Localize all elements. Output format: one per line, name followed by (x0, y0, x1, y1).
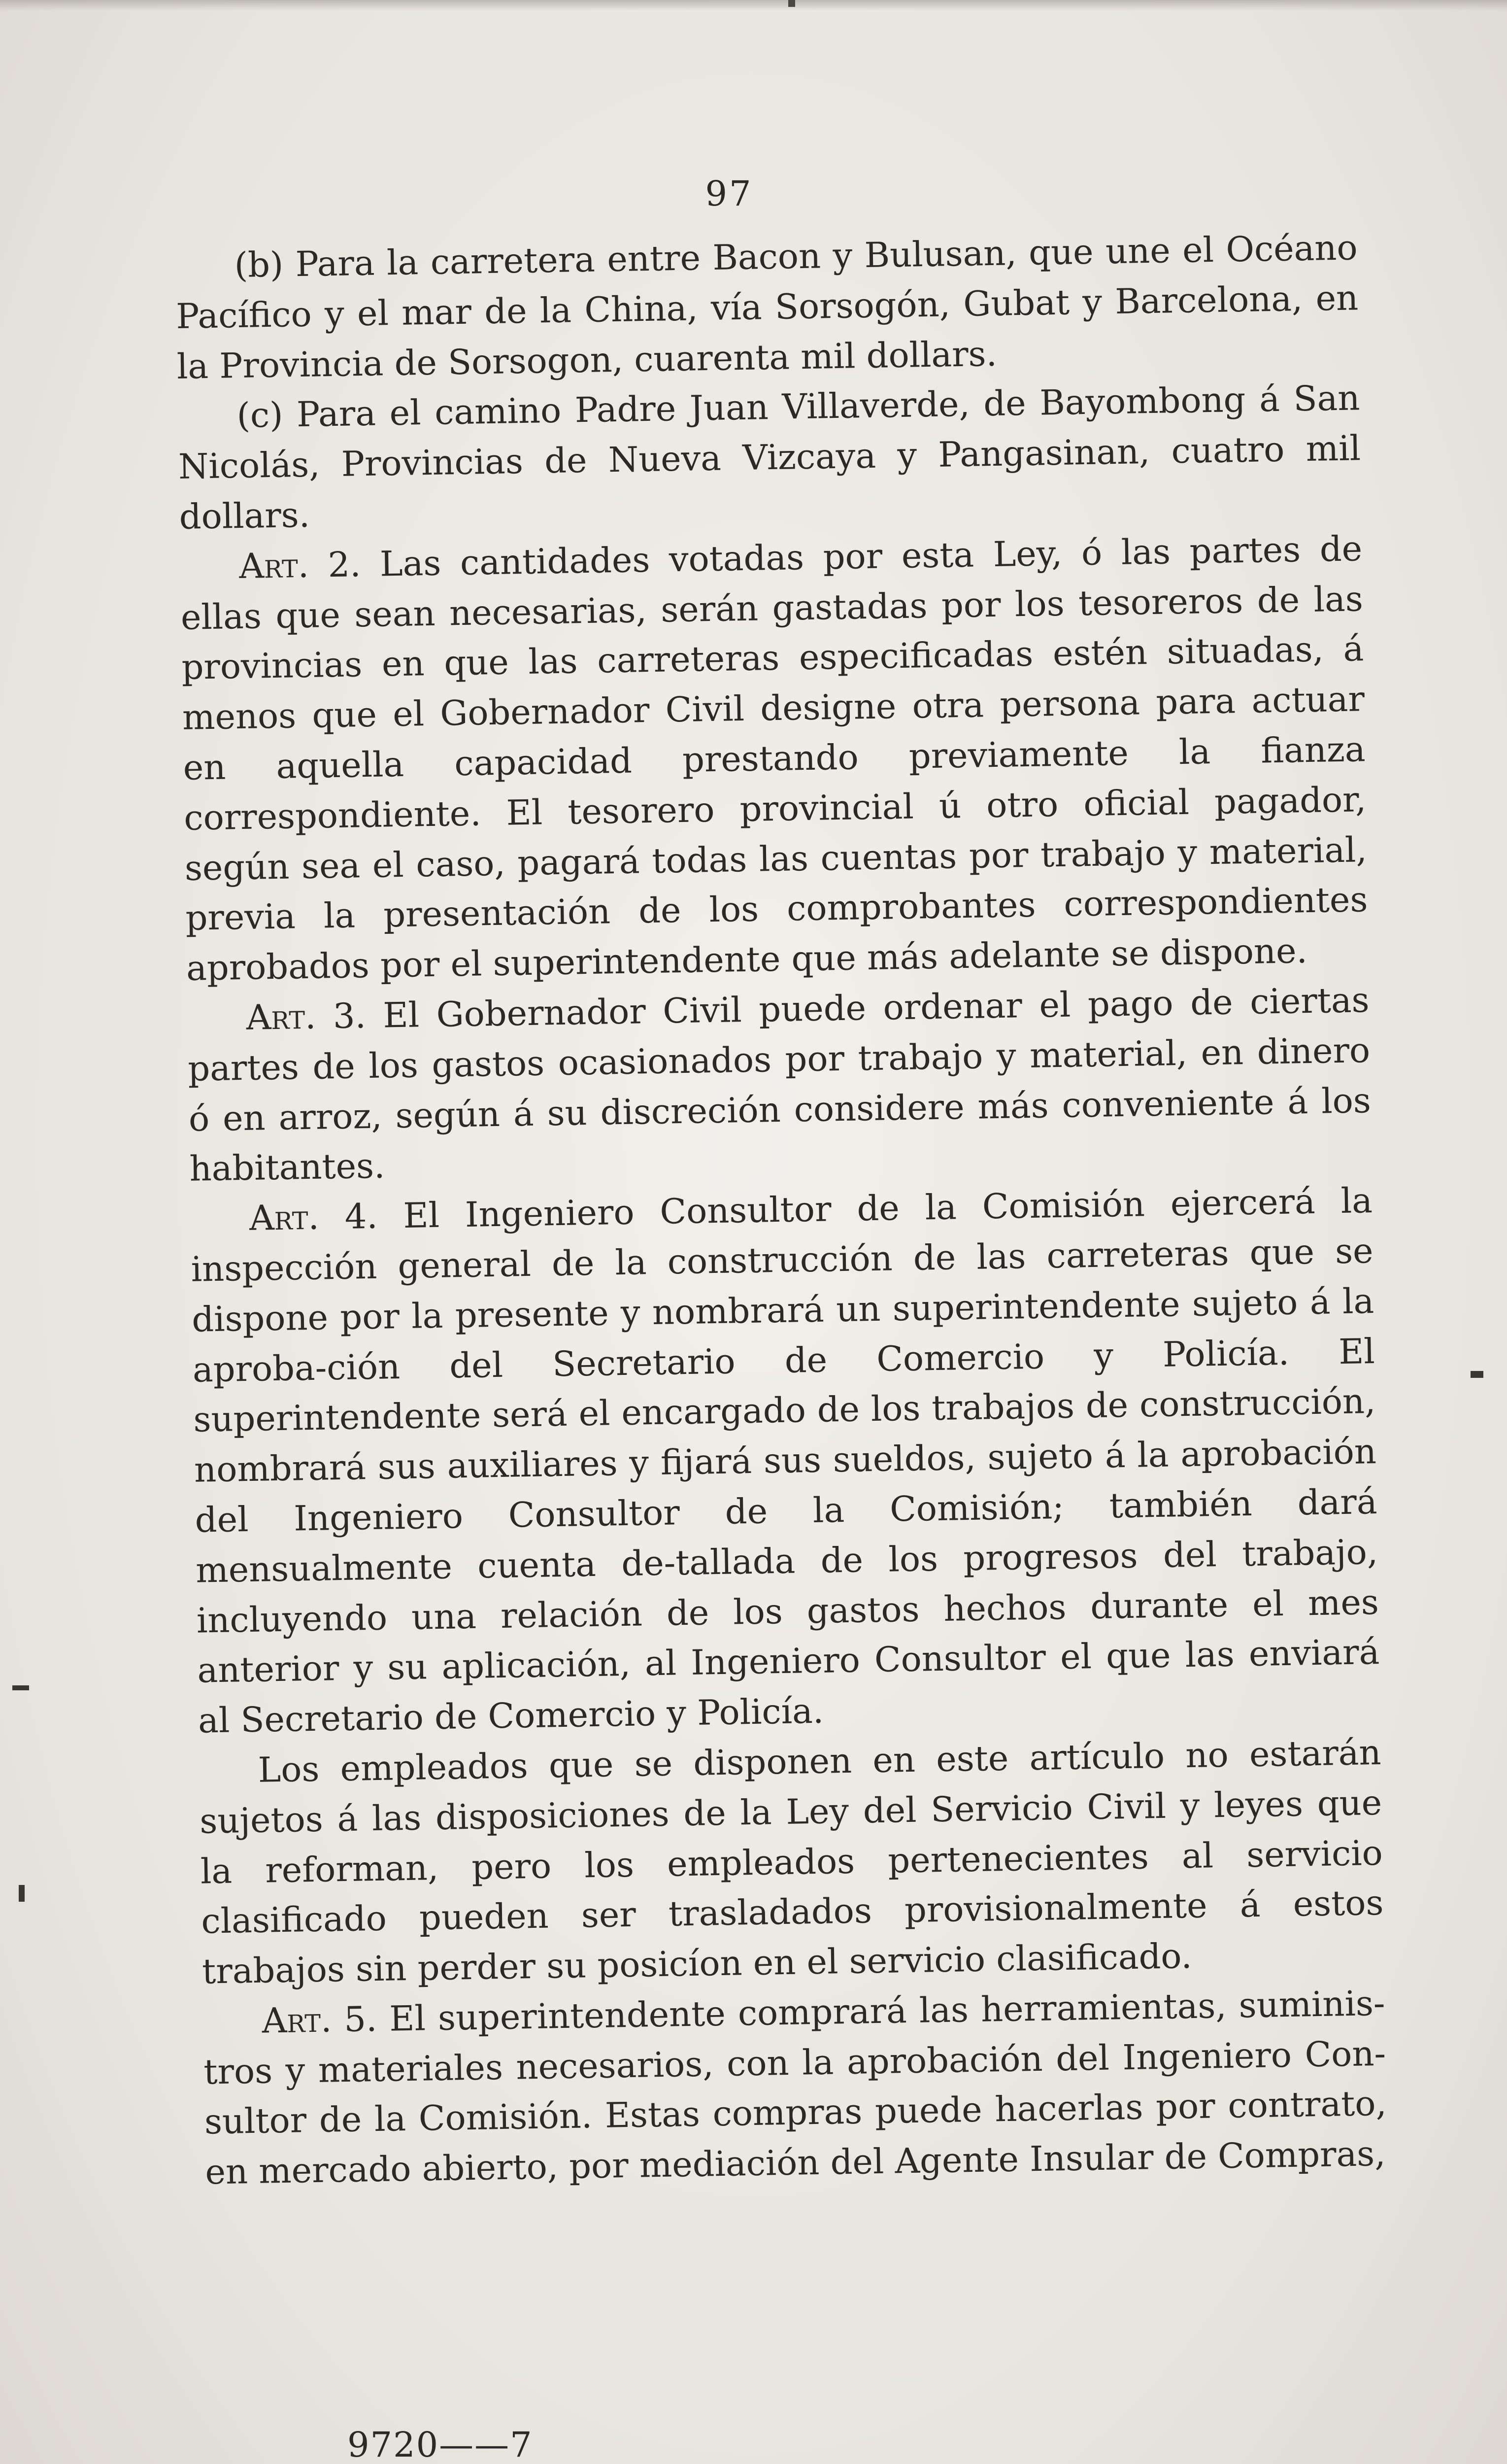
margin-mark (19, 1885, 25, 1902)
article-label: Art. 4. (249, 1196, 378, 1239)
paragraph-b (175, 223, 1360, 392)
article-label: Art. 5. (262, 1998, 377, 2041)
paragraph-art-4-employees (199, 1728, 1385, 1997)
paragraph-art-4 (190, 1176, 1380, 1746)
paragraph-text: Las cantidades votadas por esta Ley, ó las partes de ellas que sean necesarias, serán gastadas por los tesoreros de las provincias en que las carreteras especificadas estén situadas, á menos que el Gobernador Civil designe otra persona para actuar en aquella capacidad prestando previamente la fianza correspondiente. El tesorero provincial ú otro oficial pagador, según sea el caso, pagará todas las cuentas por trabajo y material, previa la presentación de los comprobantes correspondientes aprobados por el superintendente que más adelante se dispone. (180, 528, 1368, 989)
article-label: Art. 2. (238, 544, 362, 586)
printer-signature: 9720——7 (347, 2425, 533, 2464)
binding-mark (788, 0, 795, 7)
paragraph-art-5 (202, 1979, 1388, 2198)
paragraph-art-3 (187, 975, 1372, 1195)
paragraph-text: El Gobernador Civil puede ordenar el pago de ciertas partes de los gastos ocasionados por trabajo y material, en dinero ó en arroz, según á su discreción considere más conveniente á los habitantes. (187, 980, 1372, 1190)
paragraph-text: El superintendente comprará las herramientas, suminis-tros y materiales necesarios, con la aprobación del Ingeniero Con-sultor de la Comisión. Estas compras puede hacerlas por contrato, en mercado abierto, por mediación del Agente Insular de Compras, (203, 1983, 1387, 2192)
body-text (175, 223, 1388, 2197)
paragraph-text: (b) Para la carretera entre Bacon y Bulusan, que une el Océano Pacífico y el mar de la China, vía Sorsogón, Gubat y Barcelona, en la Provincia de Sorsogon, cuarenta mil dollars. (175, 227, 1359, 387)
article-label: Art. 3. (246, 995, 367, 1038)
paragraph-text: El Ingeniero Consultor de la Comisión ejercerá la inspección general de la construcción de las carreteras que se dispone por la presente y nombrará un superintendente sujeto á la aproba-ción del Secretario de Comercio y Policía. El superintendente será el encargado de los trabajos de construcción, nombrará sus auxiliares y fijará sus sueldos, sujeto á la aprobación del Ingeniero Consultor de la Comisión; también dará mensualmente cuenta de-tallada de los progresos del trabajo, incluyendo una relación de los gastos hechos durante el mes anterior y su aplicación, al Ingeniero Consultor el que las enviará al Secretario de Comercio y Policía. (191, 1180, 1380, 1741)
margin-mark (1471, 1371, 1483, 1378)
paragraph-c (177, 374, 1362, 543)
paragraph-art-2 (180, 524, 1369, 994)
page-number: 97 (705, 173, 753, 214)
page-top-edge (0, 0, 1507, 11)
paragraph-text: Los empleados que se disponen en este artículo no estarán sujetos á las disposiciones de la Ley del Servicio Civil y leyes que la reforman, pero los empleados pertenecientes al servicio clasificado pueden ser trasladados provisionalmente á estos trabajos sin perder su posicíon en el servicio clasificado. (199, 1732, 1384, 1992)
paragraph-text: (c) Para el camino Padre Juan Villaverde, de Bayombong á San Nicolás, Provincias de Nueva Vizcaya y Pangasinan, cuatro mil dollars. (178, 377, 1361, 537)
margin-mark (12, 1685, 29, 1690)
